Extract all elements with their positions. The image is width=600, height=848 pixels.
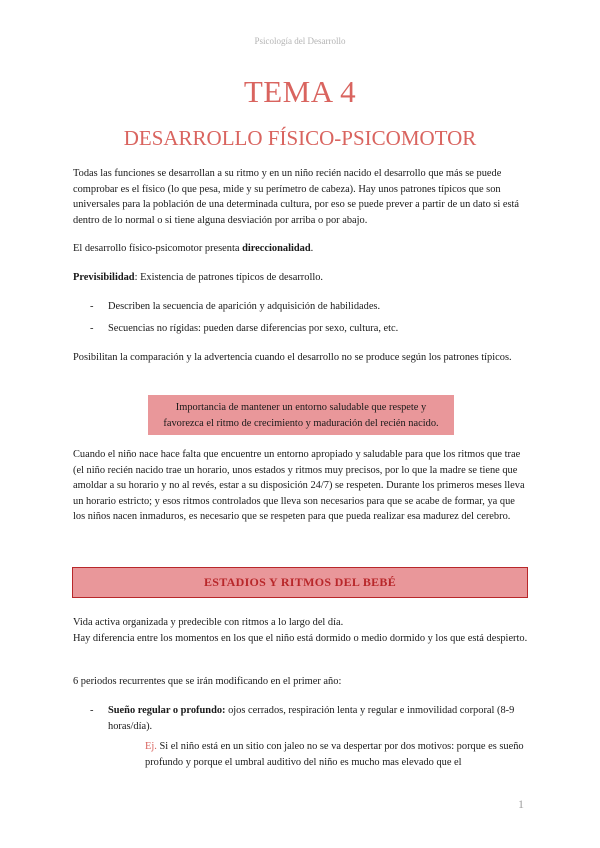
bullet-dash-icon: -	[90, 323, 94, 334]
comparacion-paragraph: Posibilitan la comparación y la advertencia cuando el desarrollo no se produce según los patrones típicos.	[73, 352, 512, 363]
sueno-description: ojos cerrados, respiración lenta y regular e inmovilidad corporal (8-9 horas/día).	[108, 705, 515, 732]
direccionalidad-prefix: El desarrollo físico-psicomotor presenta	[73, 243, 243, 254]
example-text: Si el niño está en un sitio con jaleo no se va despertar por dos motivos: porque es sueño profundo y porque el umbral auditivo del niño es mucho mas elevado que el	[145, 741, 524, 768]
vida-activa-line-1: Vida activa organizada y predecible con ritmos a lo largo del día.	[73, 617, 344, 628]
bullet-dash-icon: -	[90, 301, 94, 312]
previsibilidad-paragraph	[73, 270, 529, 286]
page-subtitle: DESARROLLO FÍSICO-PSICOMOTOR	[123, 126, 477, 150]
running-header: Psicología del Desarrollo	[254, 36, 346, 46]
vida-activa-line-2: Hay diferencia entre los momentos en los que el niño está dormido o medio dormido y los que está despierto.	[73, 632, 528, 644]
previsibilidad-term: Previsibilidad	[73, 272, 135, 283]
nacimiento-paragraph: Cuando el niño nace hace falta que encuentre un entorno apropiado y saludable para que los ritmos que trae (el niño recién nacido trae un horario, unos estados y ritmos muy precisos, por lo que la madre se tiene que amoldar a su horario y no al revés, estar a su disposición 24/7) se respeten. Durante los primeros meses lleva un horario estricto; y esos ritmos controlados que lleva son necesarios para que se acabe de formar, ya que los niños nacen inmaduros, es necesario que se respeten para que pueda realizar esa madurez del cerebro.	[73, 449, 525, 522]
callout-line-2: favorezca el ritmo de crecimiento y maduración del recién nacido.	[163, 417, 439, 429]
callout-line-1: Importancia de mantener un entorno saludable que respete y	[175, 402, 427, 413]
page-title: TEMA 4	[243, 74, 357, 109]
list-item-text: Describen la secuencia de aparición y adquisición de habilidades.	[108, 301, 381, 312]
list-item-text: Secuencias no rígidas: pueden darse diferencias por sexo, cultura, etc.	[108, 323, 399, 334]
sueno-term: Sueño regular o profundo:	[108, 705, 226, 716]
example-label: Ej.	[145, 741, 157, 752]
periodos-intro: 6 periodos recurrentes que se irán modificando en el primer año:	[73, 676, 342, 687]
previsibilidad-definition: : Existencia de patrones típicos de desarrollo.	[134, 272, 324, 283]
vida-activa-paragraph	[73, 615, 529, 646]
section-heading: ESTADIOS Y RITMOS DEL BEBÉ	[72, 567, 528, 598]
page-number: 1	[518, 797, 524, 811]
direccionalidad-suffix: .	[310, 243, 314, 254]
list-item-text	[108, 703, 528, 734]
bullet-dash-icon: -	[90, 705, 94, 716]
direccionalidad-paragraph	[73, 241, 529, 257]
intro-paragraph: Todas las funciones se desarrollan a su ritmo y en un niño recién nacido el desarrollo que más se puede comprobar es el físico (lo que pesa, mide y su perímetro de cabeza). Hay unos patrones típicos que son universales para la población de una determinada cultura, por eso se puede prever a partir de un dato si está dentro de lo normal o si tiene alguna desviación por arriba o por abajo.	[73, 168, 520, 226]
direccionalidad-term: direccionalidad	[242, 243, 311, 254]
example-paragraph	[145, 739, 529, 770]
importance-callout	[148, 395, 454, 435]
